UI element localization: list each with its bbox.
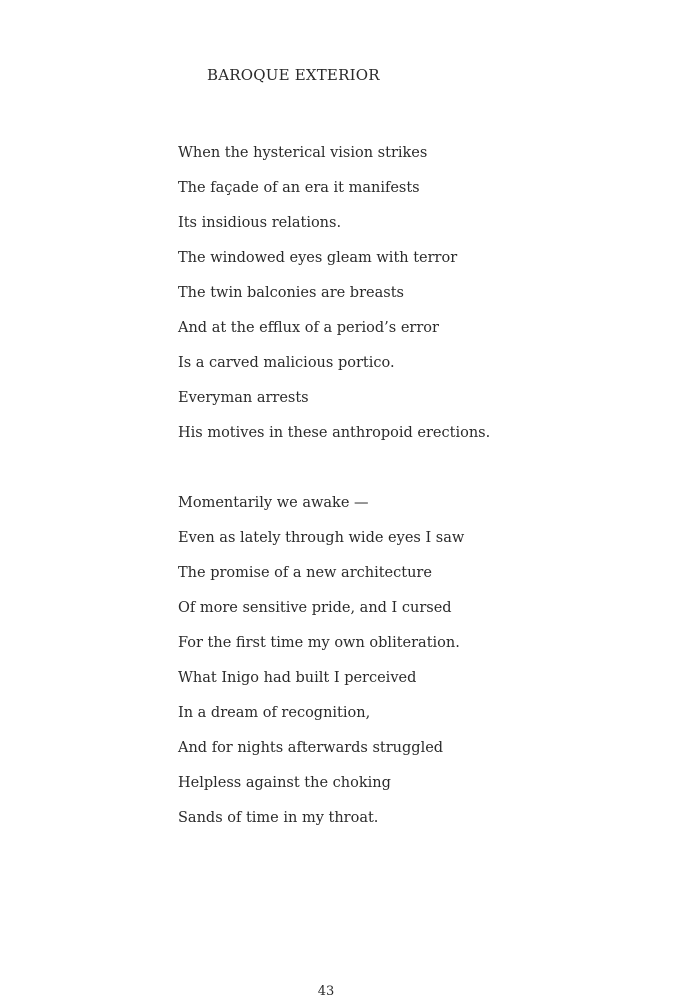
poem-line: Helpless against the choking [178, 775, 391, 791]
poem-line: The twin balconies are breasts [178, 285, 404, 301]
poem-line: His motives in these anthropoid erections. [178, 425, 491, 441]
poem-line: Is a carved malicious portico. [178, 355, 395, 371]
poem-line: Everyman arrests [178, 390, 309, 406]
poem-line: Momentarily we awake — [178, 495, 369, 511]
poem-line: The windowed eyes gleam with terror [178, 250, 458, 266]
stanza-2 [178, 493, 464, 843]
poem-title: BAROQUE EXTERIOR [207, 66, 380, 84]
poem-line: Of more sensitive pride, and I cursed [178, 600, 452, 616]
stanza-1 [178, 143, 490, 458]
poem-line: Even as lately through wide eyes I saw [178, 530, 465, 546]
poem-line: Sands of time in my throat. [178, 810, 379, 826]
poem-line: And at the efflux of a period’s error [178, 320, 439, 336]
poem-line: For the first time my own obliteration. [178, 635, 460, 651]
poem-line: In a dream of recognition, [178, 705, 371, 721]
poem-line: The promise of a new architecture [178, 565, 432, 581]
poem-line: The façade of an era it manifests [178, 180, 420, 196]
poem-line: Its insidious relations. [178, 215, 342, 231]
poem-line: What Inigo had built I perceived [178, 670, 417, 686]
page-number: 43 [317, 984, 335, 999]
poem-line: When the hysterical vision strikes [178, 145, 428, 161]
poem-line: And for nights afterwards struggled [178, 740, 444, 756]
